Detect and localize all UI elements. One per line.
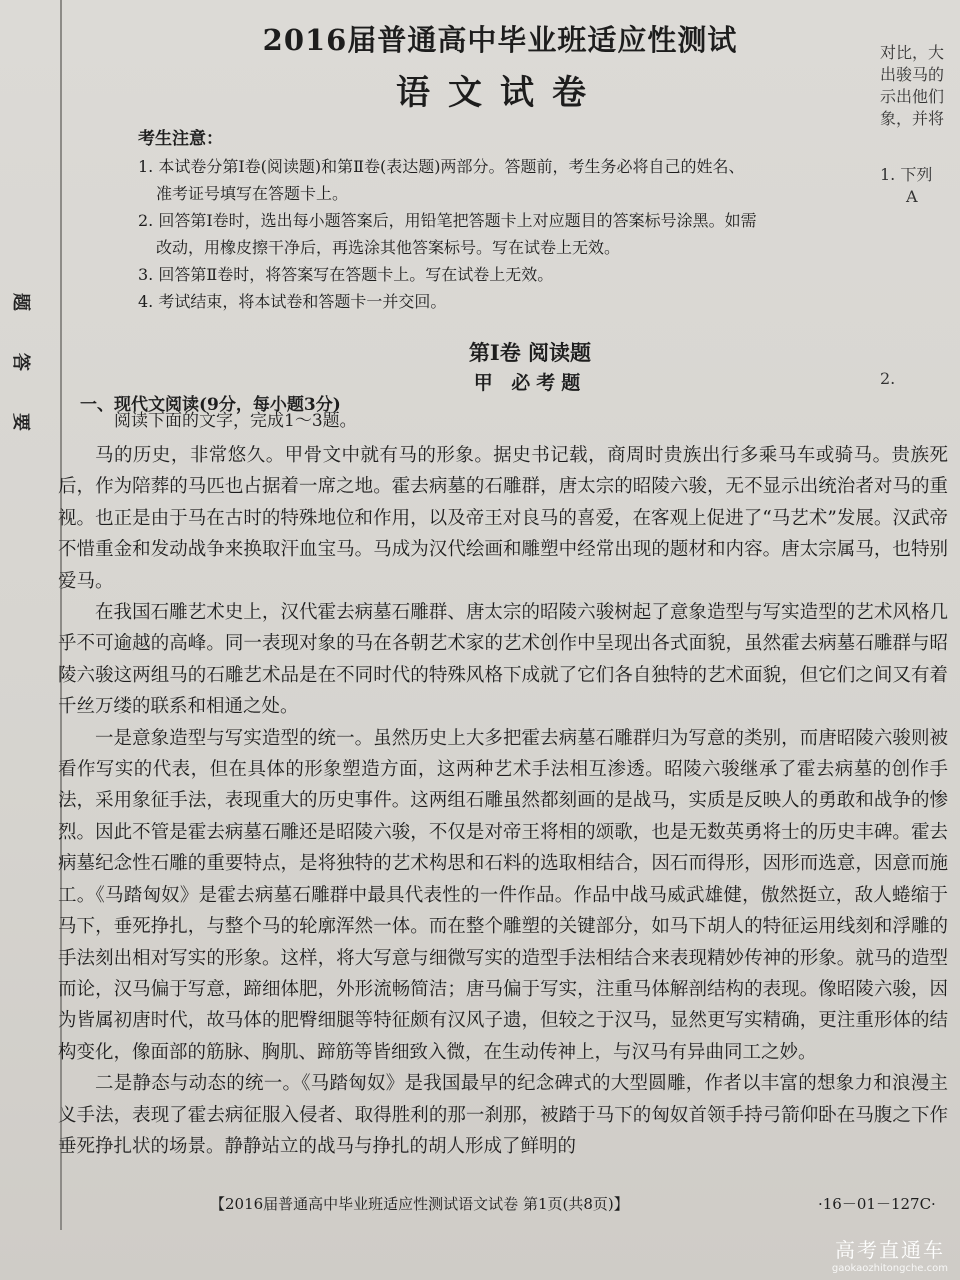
section-title: 第Ⅰ卷 阅读题 xyxy=(468,340,592,365)
passage-paragraph: 二是静态与动态的统一。《马踏匈奴》是我国最早的纪念碑式的大型圆雕，作者以丰富的想象力和浪漫主义手法，表现了霍去病征服入侵者、取得胜利的那一刹那，被踏于马下的匈奴首领手持弓箭仰卧在马腹之下作垂死挣扎状的场景。静静站立的战马与挣扎的胡人形成了鲜明的 xyxy=(58,1073,948,1157)
margin-char: 要 xyxy=(10,413,31,431)
site-watermark xyxy=(832,1234,948,1274)
reading-instruction xyxy=(114,410,357,432)
watermark-name: 高考直通车 xyxy=(834,1238,945,1262)
next-page-edge xyxy=(880,42,960,390)
passage-paragraph: 马的历史，非常悠久。甲骨文中就有马的形象。据史书记载，商周时贵族出行多乘马车或骑马。贵族死后，作为陪葬的马匹也占据着一席之地。霍去病墓的石雕群，唐太宗的昭陵六骏，无不显示出统治者对马的重视。也正是由于马在古时的特殊地位和作用，以及帝王对良马的喜爱，在客观上促进了“马艺术”发展。汉武帝不惜重金和发动战争来换取汗血宝马。马成为汉代绘画和雕塑中经常出现的题材和内容。唐太宗属马，也特别爱马。 xyxy=(58,445,948,592)
watermark-url: gaokaozhitongche.com xyxy=(831,1263,948,1274)
edge-line: 出骏马的 xyxy=(880,65,945,84)
passage-paragraph: 一是意象造型与写实造型的统一。虽然历史上大多把霍去病墓石雕群归为写意的类别，而唐昭陵六骏则被看作写实的代表，但在具体的形象塑造方面，这两种艺术手法相互渗透。昭陵六骏继承了霍去病墓的创作手法，采用象征手法，表现重大的历史事件。这两组石雕虽然都刻画的是战马，实质是反映人的勇敢和战争的惨烈。因此不管是霍去病墓石雕还是昭陵六骏，不仅是对帝王将相的颂歌，也是无数英勇将士的历史丰碑。霍去病墓纪念性石雕的重要特点，是将独特的艺术构思和石料的选取相结合，因石而得形，因形而选意，因意而施工。《马踏匈奴》是霍去病墓石雕群中最具代表性的一件作品。作品中战马威武雄健，傲然挺立，敌人蜷缩于马下，垂死挣扎，与整个马的轮廓浑然一体。而在整个雕塑的关键部分，如马下胡人的特征运用线刻和浮雕的手法刻出相对写实的形象。这样，将大写意与细微写实的造型手法相结合来表现精妙传神的形象。就马的造型而论，汉马偏于写意，蹄细体肥，外形流畅简洁；唐马偏于写实，注重马体解剖结构的表现。像昭陵六骏，因为皆属初唐时代，故马体的肥臀细腿等特征颇有汉风子遗，但较之于汉马，显然更写实精确，更注重形体的结构变化，像面部的筋脉、胸肌、蹄筋等皆细致入微，在生动传神上，与汉马有异曲同工之妙。 xyxy=(58,727,948,1063)
section-subtitle: 甲 必考题 xyxy=(473,372,587,394)
edge-line: 对比，大 xyxy=(880,43,945,62)
page-footer xyxy=(210,1193,960,1214)
part-heading: 一、现代文阅读(9分，每小题3分) xyxy=(80,395,341,415)
notice-item: 4. 考试结束，将本试卷和答题卡一并交回。 xyxy=(138,292,447,311)
notice-heading: 考生注意： xyxy=(138,129,223,149)
exam-title: 2016届普通高中毕业班适应性测试 xyxy=(262,23,738,57)
edge-option: A xyxy=(906,187,918,206)
notice-item: 准考证号填写在答题卡上。 xyxy=(156,184,349,203)
binding-margin-notes xyxy=(2,293,42,480)
exam-subtitle: 语文试卷 xyxy=(396,73,604,113)
exam-header xyxy=(150,18,850,114)
edge-question: 1. 下列 xyxy=(880,165,933,184)
candidate-notice xyxy=(138,126,858,315)
margin-char: 答 xyxy=(10,353,31,371)
footer-code: ·16－01－127C· xyxy=(818,1195,936,1213)
footer-text: 【2016届普通高中毕业班适应性测试语文试卷 第1页(共8页)】 xyxy=(210,1195,629,1213)
reading-passage xyxy=(58,440,948,1162)
instruction-line: 阅读下面的文字，完成1～3题。 xyxy=(114,411,357,431)
margin-char: 题 xyxy=(10,293,31,311)
edge-line: 示出他们 xyxy=(880,87,945,106)
edge-question: 2. xyxy=(880,369,896,388)
passage-paragraph: 在我国石雕艺术史上，汉代霍去病墓石雕群、唐太宗的昭陵六骏树起了意象造型与写实造型的艺术风格几乎不可逾越的高峰。同一表现对象的马在各朝艺术家的艺术创作中呈现出各式面貌，虽然霍去病墓石雕群与昭陵六骏这两组马的石雕艺术品是在不同时代的特殊风格下成就了它们各自独特的艺术面貌，但它们之间又有着千丝万缕的联系和相通之处。 xyxy=(58,602,948,718)
notice-item: 2. 回答第Ⅰ卷时，选出每小题答案后，用铅笔把答题卡上对应题目的答案标号涂黑。如需 xyxy=(138,211,757,230)
notice-item: 改动，用橡皮擦干净后，再选涂其他答案标号。写在试卷上无效。 xyxy=(156,238,621,257)
notice-item: 3. 回答第Ⅱ卷时，将答案写在答题卡上。写在试卷上无效。 xyxy=(138,265,554,284)
edge-line: 象，并将 xyxy=(880,109,945,128)
notice-item: 1. 本试卷分第Ⅰ卷(阅读题)和第Ⅱ卷(表达题)两部分。答题前，考生务必将自己的姓名、 xyxy=(138,157,745,176)
